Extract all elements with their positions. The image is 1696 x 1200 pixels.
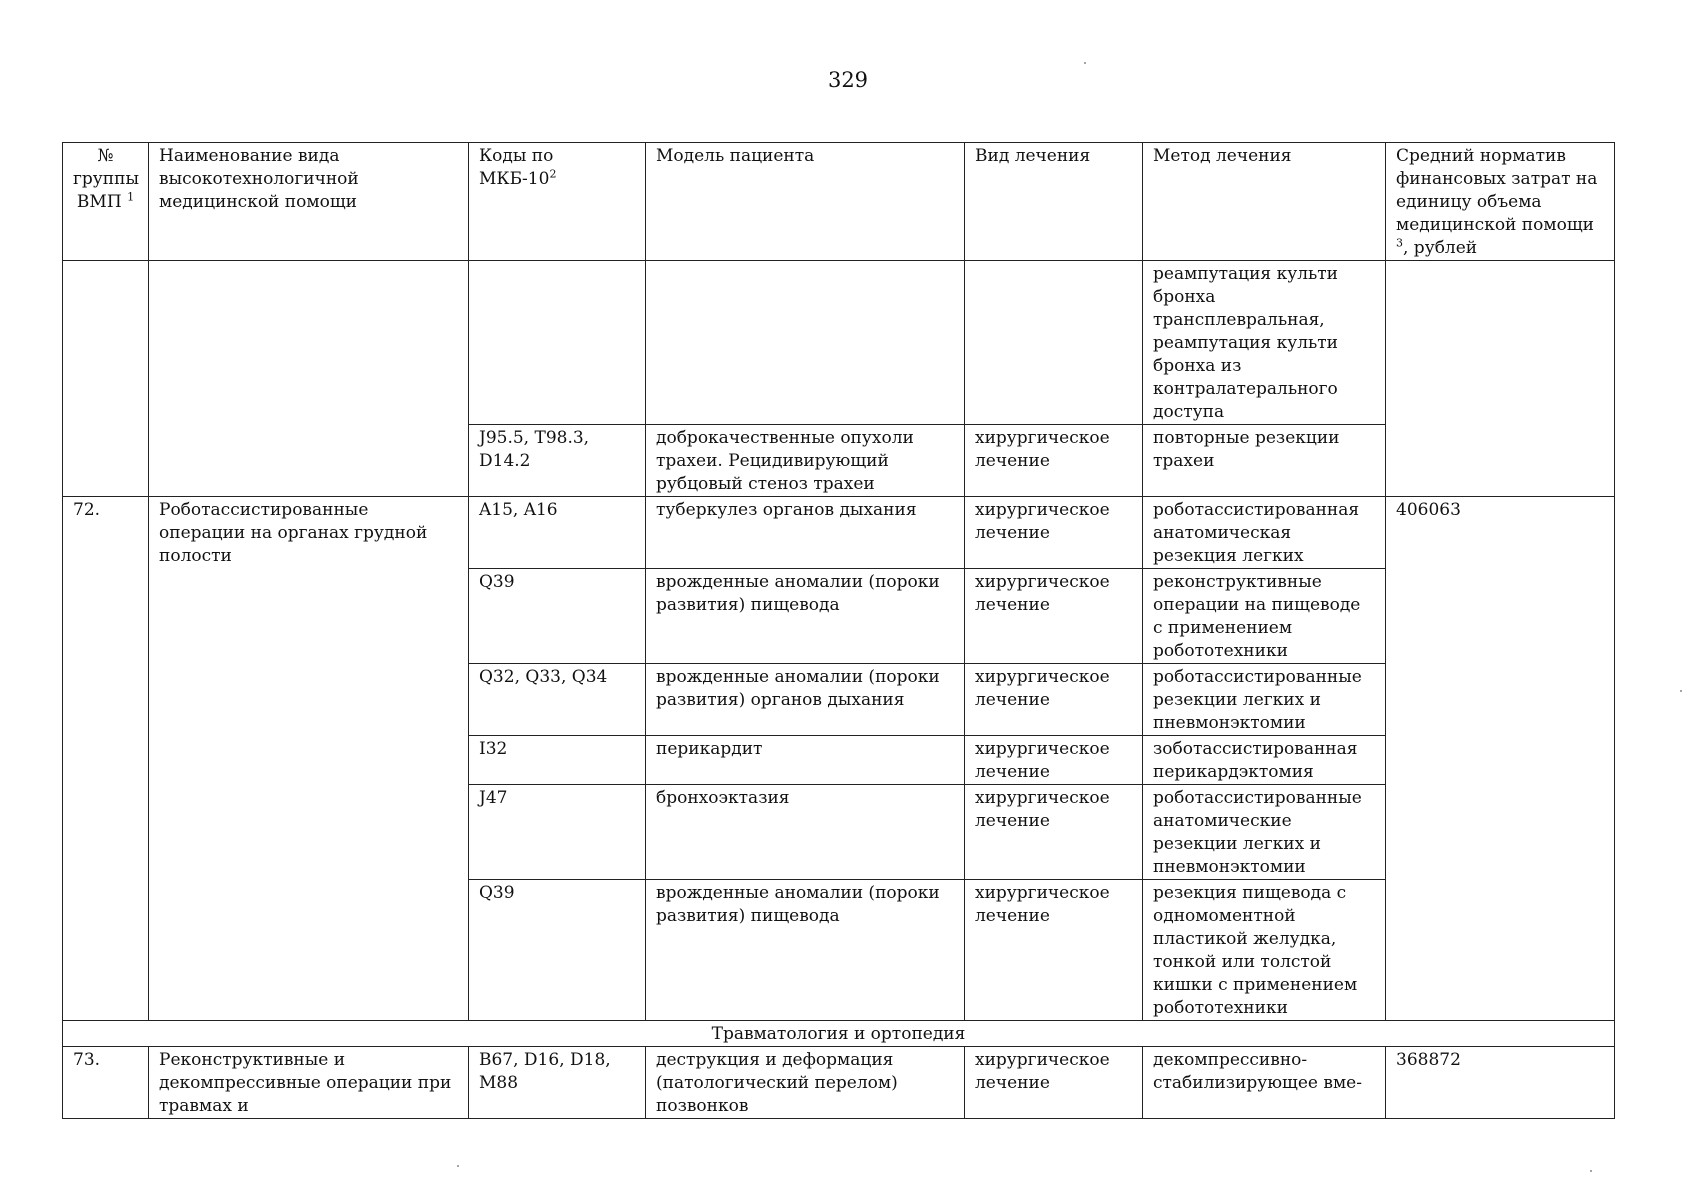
cell-treatment-method: роботассистированная анатомическая резекция легких <box>1143 497 1386 569</box>
cell-treatment-method: реампутация культи бронха трансплевральная, реампутация культи бронха из контралатерального доступа <box>1143 261 1386 425</box>
cell-name <box>149 261 469 497</box>
cell-patient-model: врожденные аномалии (пороки развития) пищевода <box>646 569 965 664</box>
vmp-table <box>62 142 1615 1119</box>
cell-treatment-method: повторные резекции трахеи <box>1143 425 1386 497</box>
cell-codes: I32 <box>469 736 646 785</box>
cell-treatment-method: зоботассистированная перикардэктомия <box>1143 736 1386 785</box>
cell-codes: Q39 <box>469 880 646 1021</box>
header-group-no: № группы ВМП $^1$ <box>63 143 149 261</box>
section-title: Травматология и ортопедия <box>63 1021 1615 1047</box>
cell-codes: Q32, Q33, Q34 <box>469 664 646 736</box>
cell-patient-model: врожденные аномалии (пороки развития) органов дыхания <box>646 664 965 736</box>
cell-treatment-type: хирургическое лечение <box>965 736 1143 785</box>
cell-treatment-method: роботассистированные резекции легких и пневмонэктомии <box>1143 664 1386 736</box>
header-treatment-method: Метод лечения <box>1143 143 1386 261</box>
cell-treatment-type: хирургическое лечение <box>965 880 1143 1021</box>
cell-name: Роботассистированные операции на органах грудной полости <box>149 497 469 1021</box>
scan-speck <box>1084 62 1086 64</box>
cell-group-no: 72. <box>63 497 149 1021</box>
cell-codes <box>469 261 646 425</box>
cell-treatment-type: хирургическое лечение <box>965 785 1143 880</box>
cell-patient-model: деструкция и деформация (патологический перелом) позвонков <box>646 1047 965 1119</box>
cell-patient-model: бронхоэктазия <box>646 785 965 880</box>
cell-treatment-type: хирургическое лечение <box>965 1047 1143 1119</box>
cell-treatment-type: хирургическое лечение <box>965 569 1143 664</box>
cell-cost <box>1386 261 1615 497</box>
table-row <box>63 497 1615 569</box>
scan-speck <box>457 1165 459 1167</box>
cell-treatment-type: хирургическое лечение <box>965 664 1143 736</box>
header-name: Наименование вида высокотехнологичной медицинской помощи <box>149 143 469 261</box>
cell-cost: 406063 <box>1386 497 1615 1021</box>
cell-name: Реконструктивные и декомпрессивные операции при травмах и <box>149 1047 469 1119</box>
header-codes: Коды по МКБ-$10^2$ <box>469 143 646 261</box>
cell-treatment-type: хирургическое лечение <box>965 425 1143 497</box>
cell-group-no <box>63 261 149 497</box>
header-patient-model: Модель пациента <box>646 143 965 261</box>
cell-patient-model: перикардит <box>646 736 965 785</box>
scan-speck <box>1680 690 1682 692</box>
cell-patient-model: доброкачественные опухоли трахеи. Рецидивирующий рубцовый стеноз трахеи <box>646 425 965 497</box>
section-row <box>63 1021 1615 1047</box>
cell-patient-model: туберкулез органов дыхания <box>646 497 965 569</box>
cell-patient-model <box>646 261 965 425</box>
header-treatment-type: Вид лечения <box>965 143 1143 261</box>
cell-treatment-method: декомпрессивно-стабилизирующее вме- <box>1143 1047 1386 1119</box>
cell-treatment-method: роботассистированные анатомические резекции легких и пневмонэктомии <box>1143 785 1386 880</box>
cell-group-no: 73. <box>63 1047 149 1119</box>
cell-treatment-method: реконструктивные операции на пищеводе с применением робототехники <box>1143 569 1386 664</box>
page-number: 329 <box>827 68 869 92</box>
cell-codes: J95.5, T98.3, D14.2 <box>469 425 646 497</box>
cell-codes: A15, A16 <box>469 497 646 569</box>
table-row <box>63 261 1615 425</box>
cell-treatment-type <box>965 261 1143 425</box>
cell-codes: B67, D16, D18, M88 <box>469 1047 646 1119</box>
table-row <box>63 1047 1615 1119</box>
scan-speck <box>1590 1170 1592 1172</box>
cell-cost: 368872 <box>1386 1047 1615 1119</box>
cell-treatment-type: хирургическое лечение <box>965 497 1143 569</box>
header-row <box>63 143 1615 261</box>
cell-treatment-method: резекция пищевода с одномоментной пластикой желудка, тонкой или толстой кишки с применением робототехники <box>1143 880 1386 1021</box>
cell-patient-model: врожденные аномалии (пороки развития) пищевода <box>646 880 965 1021</box>
cell-codes: J47 <box>469 785 646 880</box>
header-cost-norm: Средний норматив финансовых затрат на единицу объема медицинской помощи $^3$, рублей <box>1386 143 1615 261</box>
cell-codes: Q39 <box>469 569 646 664</box>
